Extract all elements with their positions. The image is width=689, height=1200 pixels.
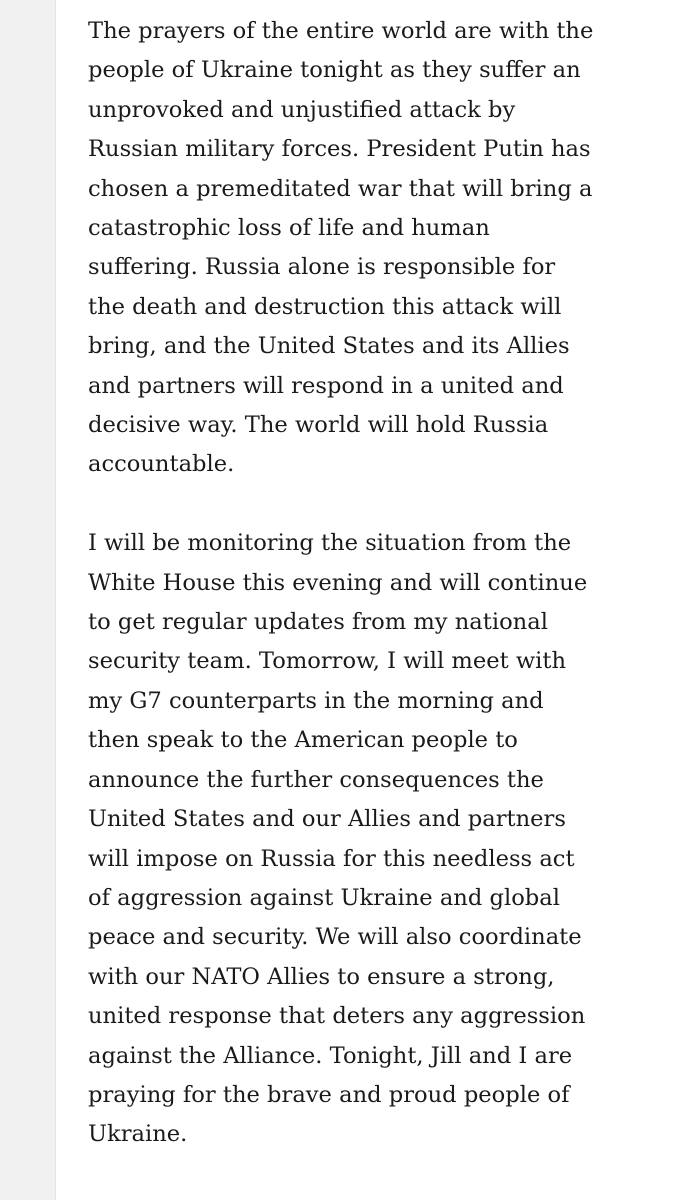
text-line: Russian military forces. President Putin has xyxy=(88,136,591,163)
text-line: I will be monitoring the situation from the xyxy=(88,530,572,557)
text-line: peace and security. We will also coordinate xyxy=(88,924,582,951)
paragraph-1 xyxy=(88,12,608,485)
text-line: unprovoked and unjustified attack by xyxy=(88,96,516,123)
text-line: bring, and the United States and its Allies xyxy=(88,333,570,360)
text-line: with our NATO Allies to ensure a strong, xyxy=(88,963,555,990)
text-line: suffering. Russia alone is responsible for xyxy=(88,254,556,281)
paragraph-2 xyxy=(88,524,608,1155)
text-line: accountable. xyxy=(88,451,235,478)
text-line: announce the further consequences the xyxy=(88,766,544,793)
text-line: united response that deters any aggression xyxy=(88,1003,586,1030)
text-line: catastrophic loss of life and human xyxy=(88,215,490,242)
statement-article xyxy=(88,12,608,1155)
text-line: to get regular updates from my national xyxy=(88,609,548,636)
text-line: people of Ukraine tonight as they suffer an xyxy=(88,57,581,84)
text-line: and partners will respond in a united and xyxy=(88,372,564,399)
text-line: will impose on Russia for this needless act xyxy=(88,845,575,872)
text-line: decisive way. The world will hold Russia xyxy=(88,412,549,439)
text-line: Ukraine. xyxy=(88,1121,188,1148)
text-line: chosen a premeditated war that will bring a xyxy=(88,175,593,202)
text-line: of aggression against Ukraine and global xyxy=(88,884,560,911)
text-line: The prayers of the entire world are with the xyxy=(88,18,594,44)
text-line: security team. Tomorrow, I will meet with xyxy=(88,648,567,675)
text-line: against the Alliance. Tonight, Jill and I are xyxy=(88,1042,573,1069)
text-line: White House this evening and will continue xyxy=(88,569,588,596)
text-line: my G7 counterparts in the morning and xyxy=(88,687,544,714)
text-line: United States and our Allies and partners xyxy=(88,806,566,833)
text-line: the death and destruction this attack will xyxy=(88,293,562,320)
text-line: praying for the brave and proud people of xyxy=(88,1081,570,1108)
text-line: then speak to the American people to xyxy=(88,727,518,754)
